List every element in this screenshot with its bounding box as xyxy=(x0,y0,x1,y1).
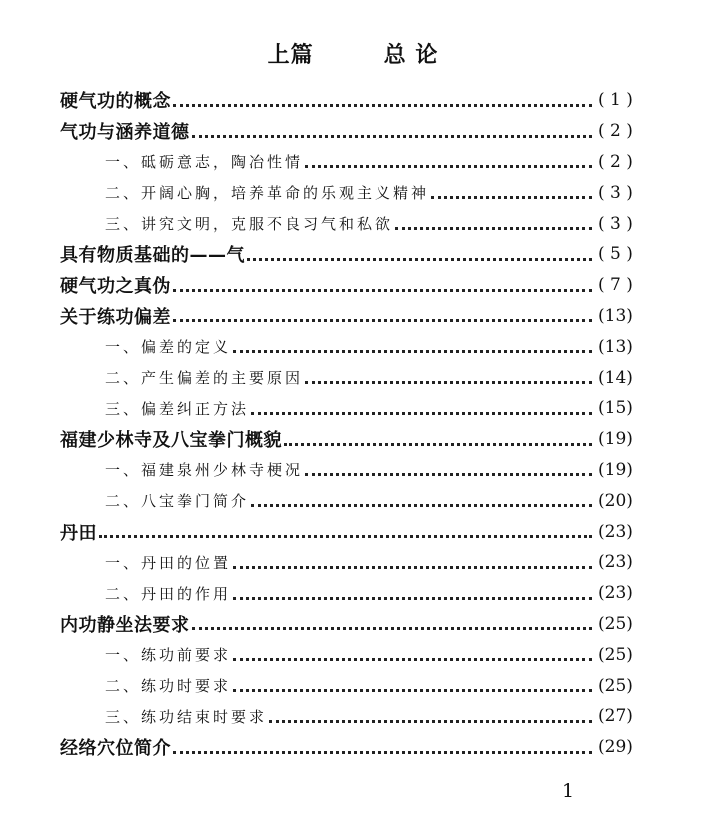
toc-leader-dots xyxy=(233,658,592,661)
toc-entry-page: ( 2 ) xyxy=(598,121,633,142)
toc-section-entry[interactable] xyxy=(0,331,706,362)
toc-entry-page: (15) xyxy=(598,398,633,419)
toc-entry-page: (25) xyxy=(598,644,633,665)
toc-entry-page: (23) xyxy=(598,583,633,604)
toc-entry-title: 一、福建泉州少林寺梗况 xyxy=(105,461,304,480)
toc-entry-page: (13) xyxy=(598,305,633,326)
toc-leader-dots xyxy=(251,412,592,415)
toc-section-entry[interactable] xyxy=(0,208,706,239)
toc-entry-page: (23) xyxy=(598,521,633,542)
toc-entry-page: (14) xyxy=(598,367,633,388)
toc-entry-title: 丹田 xyxy=(60,522,97,544)
toc-leader-dots xyxy=(173,751,592,754)
toc-entry-title: 三、讲究文明，克服不良习气和私欲 xyxy=(105,215,394,234)
toc-chapter-entry[interactable] xyxy=(0,732,706,763)
toc-entry-title: 内功静坐法要求 xyxy=(60,614,190,636)
toc-chapter-entry[interactable] xyxy=(0,85,706,116)
toc-section-entry[interactable] xyxy=(0,393,706,424)
toc-entry-page: (27) xyxy=(598,706,633,727)
toc-entry-title: 硬气功之真伪 xyxy=(60,276,171,298)
toc-entry-title: 硬气功的概念 xyxy=(60,91,171,113)
toc-section-entry[interactable] xyxy=(0,485,706,516)
toc-entry-page: ( 3 ) xyxy=(598,213,633,234)
toc-leader-dots xyxy=(431,196,592,199)
toc-entry-title: 二、开阔心胸，培养革命的乐观主义精神 xyxy=(105,184,430,203)
toc-section-entry[interactable] xyxy=(0,670,706,701)
toc-leader-dots xyxy=(173,104,592,107)
toc-leader-dots xyxy=(233,350,592,353)
toc-leader-dots xyxy=(247,258,592,261)
toc-leader-dots xyxy=(305,381,592,384)
page-number: 1 xyxy=(562,780,575,802)
toc-entry-title: 三、偏差纠正方法 xyxy=(105,399,250,418)
toc-entry-page: (19) xyxy=(598,459,633,480)
toc-entry-page: ( 2 ) xyxy=(598,151,633,172)
toc-section-entry[interactable] xyxy=(0,147,706,178)
toc-leader-dots xyxy=(305,165,592,168)
toc-entry-title: 二、丹田的作用 xyxy=(105,584,232,603)
part-label: 上篇 xyxy=(267,43,314,68)
toc-entry-title: 一、砥砺意志，陶冶性情 xyxy=(105,153,304,172)
toc-entry-title: 经络穴位简介 xyxy=(60,738,171,760)
toc-leader-dots xyxy=(305,473,592,476)
toc-chapter-entry[interactable] xyxy=(0,424,706,455)
toc-entry-title: 一、练功前要求 xyxy=(105,646,232,665)
toc-entry-title: 关于练功偏差 xyxy=(60,306,171,328)
toc-leader-dots xyxy=(233,597,592,600)
toc-section-entry[interactable] xyxy=(0,578,706,609)
section-label: 总 论 xyxy=(383,43,439,68)
toc-chapter-entry[interactable] xyxy=(0,270,706,301)
toc-entry-title: 一、偏差的定义 xyxy=(105,338,232,357)
page-title xyxy=(0,38,706,69)
toc-entry-page: ( 1 ) xyxy=(598,90,633,111)
toc-entry-title: 具有物质基础的——气 xyxy=(60,245,245,267)
table-of-contents xyxy=(0,85,706,763)
toc-leader-dots xyxy=(173,319,592,322)
toc-entry-page: ( 5 ) xyxy=(598,244,633,265)
toc-chapter-entry[interactable] xyxy=(0,239,706,270)
toc-entry-title: 二、产生偏差的主要原因 xyxy=(105,369,304,388)
toc-section-entry[interactable] xyxy=(0,701,706,732)
toc-entry-page: (25) xyxy=(598,675,633,696)
toc-chapter-entry[interactable] xyxy=(0,116,706,147)
toc-entry-title: 福建少林寺及八宝拳门概貌 xyxy=(60,430,282,452)
toc-entry-title: 三、练功结束时要求 xyxy=(105,707,268,726)
toc-entry-page: (19) xyxy=(598,429,633,450)
toc-entry-title: 气功与涵养道德 xyxy=(60,122,190,144)
toc-leader-dots xyxy=(284,443,592,446)
toc-chapter-entry[interactable] xyxy=(0,609,706,640)
toc-entry-page: ( 7 ) xyxy=(598,275,633,296)
toc-section-entry[interactable] xyxy=(0,639,706,670)
toc-leader-dots xyxy=(233,566,592,569)
toc-section-entry[interactable] xyxy=(0,362,706,393)
toc-leader-dots xyxy=(99,535,592,538)
toc-section-entry[interactable] xyxy=(0,547,706,578)
toc-entry-title: 二、练功时要求 xyxy=(105,677,232,696)
toc-entry-title: 一、丹田的位置 xyxy=(105,553,232,572)
toc-entry-page: (13) xyxy=(598,336,633,357)
toc-chapter-entry[interactable] xyxy=(0,301,706,332)
toc-entry-page: ( 3 ) xyxy=(598,182,633,203)
toc-entry-page: (23) xyxy=(598,552,633,573)
toc-leader-dots xyxy=(192,627,593,630)
toc-entry-page: (29) xyxy=(598,737,633,758)
toc-section-entry[interactable] xyxy=(0,177,706,208)
toc-entry-page: (25) xyxy=(598,613,633,634)
toc-entry-page: (20) xyxy=(598,490,633,511)
toc-leader-dots xyxy=(269,720,592,723)
toc-leader-dots xyxy=(233,689,592,692)
toc-section-entry[interactable] xyxy=(0,455,706,486)
toc-leader-dots xyxy=(251,504,592,507)
toc-leader-dots xyxy=(192,135,593,138)
toc-entry-title: 二、八宝拳门简介 xyxy=(105,492,250,511)
toc-leader-dots xyxy=(173,289,592,292)
toc-leader-dots xyxy=(395,227,592,230)
toc-chapter-entry[interactable] xyxy=(0,516,706,547)
